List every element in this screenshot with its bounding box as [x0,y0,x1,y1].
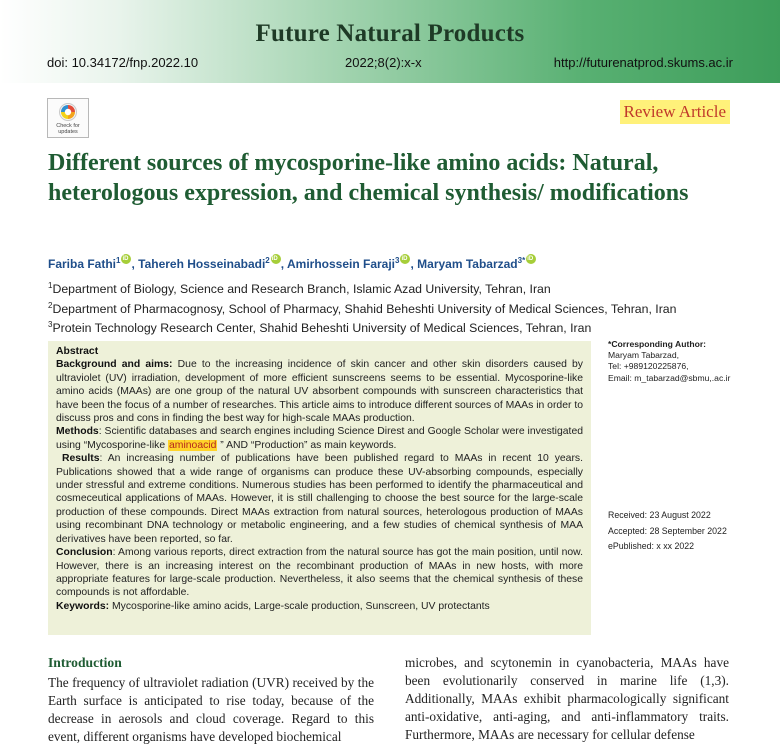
affiliation-text: Department of Biology, Science and Research Branch, Islamic Azad University, Tehran, Iran [52,282,551,297]
corresponding-label: *Corresponding Author: [608,339,707,349]
orcid-icon[interactable] [400,254,410,264]
corresponding-email[interactable]: Email: m_tabarzad@sbmu,.ac.ir [608,372,731,383]
orcid-icon[interactable] [121,254,131,264]
introduction-paragraph-continued: microbes, and scytonemin in cyanobacteria, MAAs have been evolutionarily conserved in marine life (1,3). Additionally, MAAs exhibit pharmacologically significant anti-oxidative, anti-aging, and anti-inflammatory traits. Furthermore, MAAs are necessary for cellular defense [405,655,729,742]
affiliation-text: Department of Pharmacognosy, School of Pharmacy, Shahid Beheshti University of Medical Sciences, Tehran, Iran [52,301,677,316]
affiliation-text: Protein Technology Research Center, Shahid Beheshti University of Medical Sciences, Tehran, Iran [52,321,592,336]
accepted-date: Accepted: 28 September 2022 [608,525,727,536]
epublished-date: ePublished: x xx 2022 [608,541,695,552]
introduction-right-column [405,654,729,744]
conclusion-label: Conclusion [56,547,113,559]
abstract-results [56,452,583,546]
journal-url-link[interactable]: http://futurenatprod.skums.ac.ir [553,55,733,70]
journal-name: Future Natural Products [255,20,525,47]
author-affil-sup: 3* [517,256,526,265]
author-name[interactable]: Tahereh Hosseinabadi [138,257,266,271]
corresponding-tel: Tel: +989120225876, [608,361,689,372]
abstract-box [48,341,591,635]
corresponding-name: Maryam Tabarzad, [608,350,680,361]
corresponding-author-box [608,339,738,384]
results-text: : An increasing number of publications have been published regard to MAAs in recent 10 years. Publications showed that a wide range of organisms can produce these UV-absorbing compounds, especially under stressful and extreme conditions. Numerous studies has been performed to identify the pharmaceutical and cosmeceutical applications of MAAs. However, it is still challenging to choose the best source for the large-scale production of these compounds. Direct MAAs extraction from natural sources, heterologous production of MAAs using recombinant DNA technology or metabolic engineering, and a few studies of chemical synthesis of MAA derivatives have been reported, so far. [56,453,583,545]
author-name[interactable]: Amirhossein Faraji [286,257,396,271]
volume-text: 2022;8(2):x-x [345,55,422,70]
article-dates [608,508,748,555]
paper-title: Different sources of mycosporine-like amino acids: Natural, heterologous expression, and chemical synthesis/ modifications [48,150,689,206]
article-type-badge: Review Article [620,100,730,124]
author-list [48,254,738,271]
check-for-updates-badge[interactable] [47,98,89,138]
received-date: Received: 23 August 2022 [608,510,711,520]
introduction-paragraph: The frequency of ultraviolet radiation (UVR) received by the Earth surface is anticipated to rise today, because of the decrease in aerosols and cloud coverage. Regard to this event, different organisms have developed biochemical [48,675,374,744]
author-affil-sup: 2 [265,256,270,265]
author-separator: , [410,257,418,271]
orcid-icon[interactable] [526,254,536,264]
author-affil-sup: 3 [395,256,400,265]
results-label: Results [61,453,100,465]
author-affil-sup: 1 [116,256,121,265]
introduction-left-column [48,654,374,744]
abstract-background [56,358,583,425]
citation-meta-row [47,55,733,73]
abstract-keywords [56,600,583,613]
affiliation-list [48,278,738,337]
methods-label: Methods [56,426,99,438]
abstract-methods [56,425,583,452]
highlighted-term[interactable]: aminoacid [169,439,217,451]
methods-text: ” AND “Production” as main keywords. [217,439,397,451]
affiliation-number: 1 [48,281,53,290]
methods-text: : Scientific databases and search engines including Science Direst and Google Scholar were investigated using “Mycosporine-like [56,426,583,451]
check-for-updates-label: Check for updates [56,123,80,135]
keywords-label: Keywords: [56,600,110,612]
abstract-conclusion [56,546,583,600]
author-separator: , [280,257,287,271]
orcid-icon[interactable] [271,254,281,264]
affiliation-number: 3 [48,320,53,330]
author-name[interactable]: Fariba Fathi [48,257,117,271]
keywords-text: Mycosporine-like amino acids, Large-scale production, Sunscreen, UV protectants [109,600,490,612]
doi-text: doi: 10.34172/fnp.2022.10 [47,55,199,70]
conclusion-text: : Among various reports, direct extraction from the natural source has got the main position, until now. However, there is an increasing interest on the recombinant production of MAAs in new hosts, with more appropriate features for large-scale production. Nevertheless, it also seems that the chemical synthesis of these compounds is not affordable. [56,547,583,599]
affiliation-item [48,317,738,337]
affiliation-item [48,278,738,298]
background-label: Background and aims: [56,359,173,371]
affiliation-item [48,298,738,318]
affiliation-number: 2 [48,300,53,310]
author-name[interactable]: Maryam Tabarzad [417,257,518,271]
author-separator: , [131,257,139,271]
check-for-updates-icon [58,102,78,122]
introduction-heading: Introduction [48,655,122,670]
background-text: Due to the increasing incidence of skin cancer and other skin disorders caused by ultraviolet (UV) irradiation, development of more efficient sunscreens seems to be essential. Mycosporine-like amino acids (MAAs) are one group of the natural UV absorbent compounds with sunscreen characteristics that have been the focus of a number of researches. This article aims to introduce different sources of MAAs in order to discuss pros and cons in finding the best way for high-scale MAAs production. [56,359,583,425]
abstract-heading: Abstract [56,346,99,357]
